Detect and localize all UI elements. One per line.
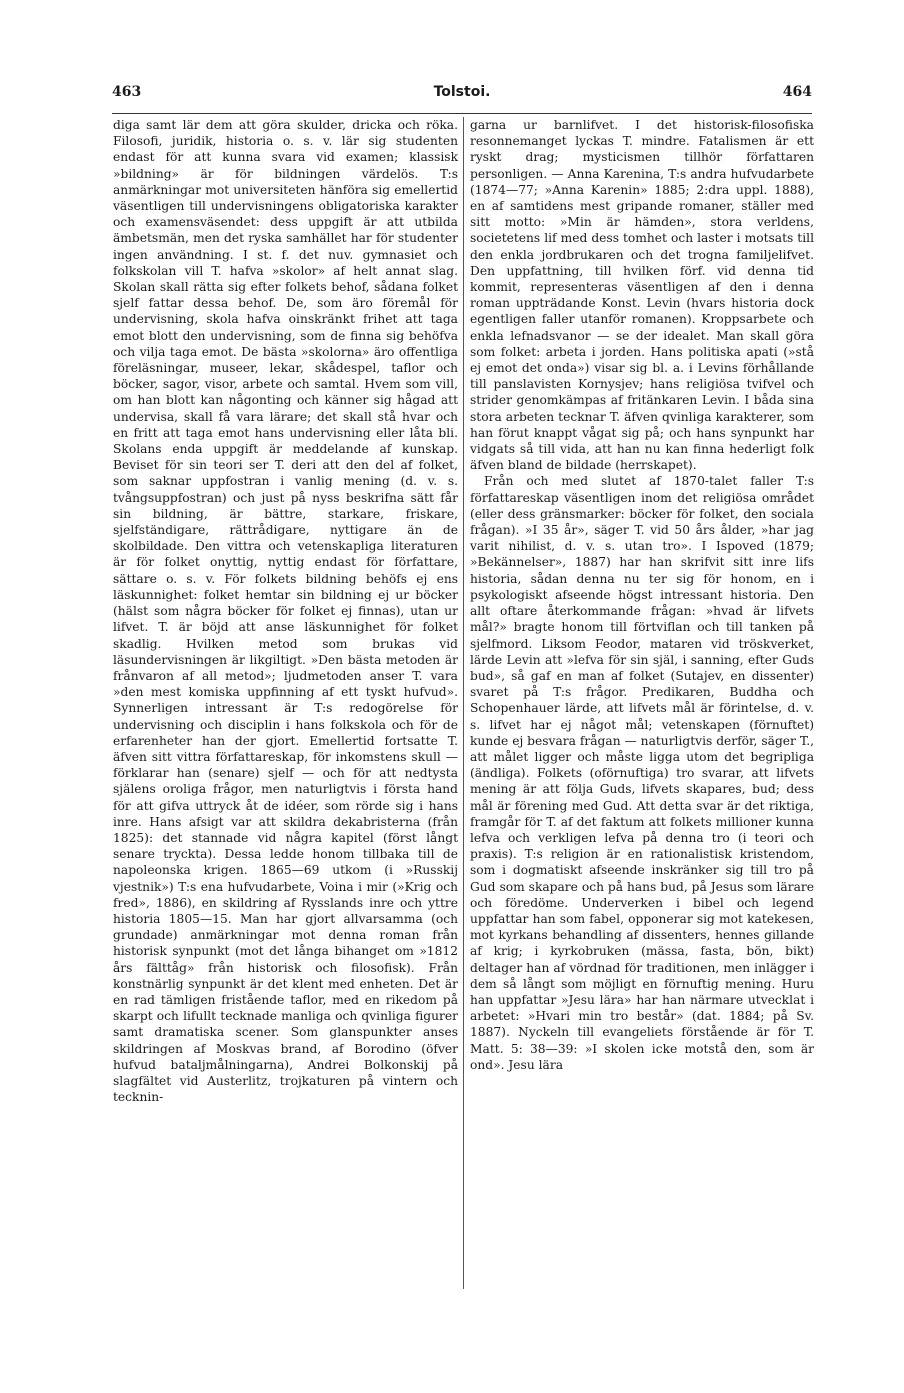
header-rule bbox=[112, 113, 812, 114]
page-number-right: 464 bbox=[782, 84, 812, 100]
running-header bbox=[112, 84, 812, 108]
left-column bbox=[113, 117, 458, 1105]
running-title: Tolstoi. bbox=[433, 84, 491, 100]
paragraph: garna ur barnlifvet. I det historisk-filosofiska resonnemanget lyckas T. mindre. Fatalismen är ett ryskt drag; mysticismen tillhör författaren personligen. — Anna Karenina, T:s andra hufvudarbete (1874—77; »Anna Karenin» 1885; 2:dra uppl. 1888), en af samtidens mest gripande romaner, ställer med sitt motto: »Min är hämden», stora verldens, societetens lif med dess tomhet och laster i motsats till den enkla jordbrukaren och det trogna familjelifvet. Den uppfattning, till hvilken förf. vid denna tid kommit, representeras väsentligen af den i denna roman uppträdande Konst. Levin (hvars historia dock egentligen faller utanför romanen). Kroppsarbete och enkla lefnadsvanor — se der idealet. Man skall göra som folket: arbeta i jorden. Hans politiska apati (»stå ej emot det onda») visar sig bl. a. i Levins förhållande till panslavisten Kornysjev; hans religiösa tvifvel och strider genomkämpas af fritänkaren Levin. I båda sina stora arbeten tecknar T. äfven qvinliga karakterer, som han förut knappt vågat sig på; och hans synpunkt har vidgats så till vida, att han nu kan finna hederligt folk äfven bland de bildade (herrskapet). bbox=[470, 118, 814, 473]
paragraph: Från och med slutet af 1870-talet faller T:s författareskap väsentligen inom det religiösa området (eller dess gränsmarker: böcker för folket, den sociala frågan). »I 35 år», säger T. vid 50 års ålder, »har jag varit nihilist, d. v. s. utan tro». I Ispoved (1879; »Bekännelser», 1887) har han skrifvit sitt inre lifs historia, sådan denna nu ter sig för honom, en i psykologiskt afseende högst intressant historia. Den allt oftare återkommande frågan: »hvad är lifvets mål?» bragte honom till förtviflan och till tanken på sjelfmord. Liksom Feodor, mataren vid tröskverket, lärde Levin att »lefva för sin själ, i sanning, efter Guds bud», så gaf en man af folket (Sutajev, en dissenter) svaret på T:s frågor. Predikaren, Buddha och Schopenhauer lärde, att lifvets mål är förintelse, d. v. s. lifvet har ej något mål; vetenskapen (förnuftet) kunde ej besvara frågan — naturligtvis derför, säger T., att målet ligger och måste ligga utom det begripliga (ändliga). Folkets (oförnuftiga) tro svarar, att lifvets mening är att följa Guds, lifvets skapares, bud; dess mål är förening med Gud. Att detta svar är det riktiga, framgår för T. af det faktum att folkets millioner kunna lefva och verkligen lefva på denna tro (i teori och praxis). T:s religion är en rationalistisk kristendom, som i dogmatiskt afseende inskränker sig till tro på Gud som skapare och på hans bud, på Jesus som lärare och föredöme. Underverken i bibel och legend uppfattar han som fabel, opponerar sig mot katekesen, mot kyrkans behandling af dissenters, hennes gillande af krig; i kyrkobruken (mässa, fasta, bön, bikt) deltager han af vördnad för traditionen, men inlägger i dem så långt som möjligt en förnuftig mening. Huru han uppfattar »Jesu lära» har han närmare utvecklat i arbetet: »Hvari min tro består» (dat. 1884; på Sv. 1887). Nyckeln till evangeliets förstående är för T. Matt. 5: 38—39: »I skolen icke motstå den, som är ond». Jesu lära bbox=[470, 474, 814, 1072]
right-column bbox=[470, 117, 814, 1073]
column-divider bbox=[463, 117, 464, 1289]
page-number-left: 463 bbox=[112, 84, 142, 100]
paragraph: diga samt lär dem att göra skulder, dricka och röka. Filosofi, juridik, historia o. s. v. lär sig studenten endast för att kunna svara vid examen; klassisk »bildning» är för bildningen värdelös. T:s anmärkningar mot universiteten hänföra sig emellertid väsentligen till undervisningens obligatoriska karakter och examensväsendet: dess uppgift är att utbilda ämbetsmän, men det ryska samhället har för studenter ingen användning. I st. f. det nuv. gymnasiet och folkskolan vill T. hafva »skolor» af helt annat slag. Skolan skall rätta sig efter folkets behof, sådana folket sjelf fattar dessa behof. De, som äro föremål för undervisning, skola hafva oinskränkt frihet att taga emot blott den undervisning, som de finna sig behöfva och vilja taga emot. De bästa »skolorna» äro offentliga föreläsningar, museer, lekar, skådespel, taflor och böcker, sagor, visor, arbete och samtal. Hvem som vill, om han blott kan någonting och känner sig hågad att undervisa, skall få vara lärare; det skall stå hvar och en fritt att taga emot hans undervisning eller låta bli. Skolans enda uppgift är meddelande af kunskap. Beviset för sin teori ser T. deri att den del af folket, som saknar uppfostran i vanlig mening (d. v. s. tvångsuppfostran) och just på nyss beskrifna sätt får sin bildning, är bättre, starkare, friskare, sjelfständigare, rättrådigare, nyttigare än de skolbildade. Den vittra och vetenskapliga literaturen är för folket onyttig, nyttig endast för författare, sättare o. s. v. För folkets bildning behöfs ej ens läskunnighet: folket hemtar sin bildning ej ur böcker (hälst som några böcker för folket ej finnas), utan ur lifvet. T. är böjd att anse läskunnighet för folket skadlig. Hvilken metod som brukas vid läsundervisningen är likgiltigt. »Den bästa metoden är frånvaron af all metod»; ljudmetoden anser T. vara »den mest komiska uppfinning af ett tyskt hufvud». Synnerligen intressant är T:s redogörelse för undervisning och disciplin i hans folkskola och för de erfarenheter han der gjort. Emellertid fortsatte T. äfven sitt vittra författareskap, för inkomstens skull — förklarar han (senare) sjelf — och för att nedtysta själens oroliga frågor, men naturligtvis i första hand för att gifva uttryck åt de idéer, som rörde sig i hans inre. Hans afsigt var att skildra dekabristerna (från 1825): det stannade vid några kapitel (först långt senare tryckta). Dessa ledde honom tillbaka till de napoleonska krigen. 1865—69 utkom (i »Russkij vjestnik») T:s ena hufvudarbete, Voina i mir (»Krig och fred», 1886), en skildring af Rysslands inre och yttre historia 1805—15. Man har gjort allvarsamma (och grundade) anmärkningar mot denna roman från historisk synpunkt (mot det långa bihanget om »1812 års fälttåg» från historisk och filosofisk). Från konstnärlig synpunkt är det klent med enheten. Det är en rad tämligen fristående taflor, med en rikedom på skarpt och lifullt tecknade manliga och qvinliga figurer samt dramatiska scener. Som glanspunkter anses skildringen af Moskvas brand, af Borodino (öfver hufvud bataljmålningarna), Andrei Bolkonskij på slagfältet vid Austerlitz, trojkaturen på vintern och tecknin- bbox=[113, 118, 458, 1105]
